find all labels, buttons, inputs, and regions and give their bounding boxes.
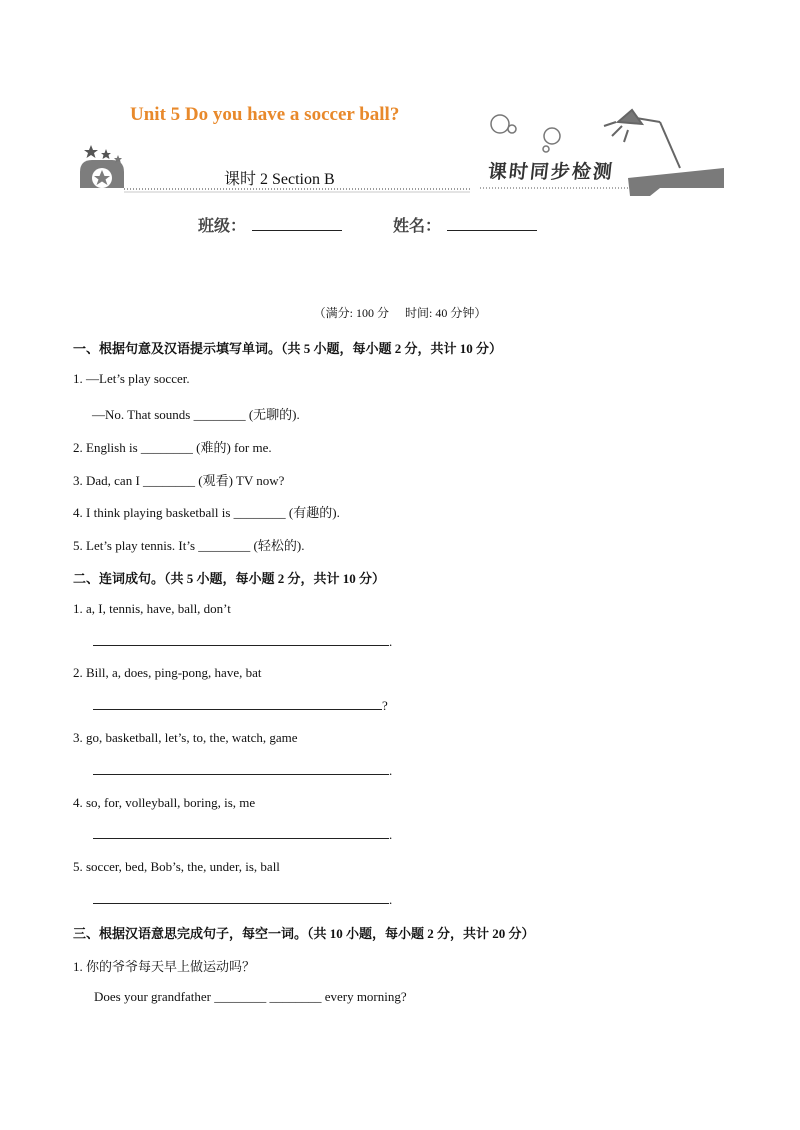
section1-heading: 一、根据句意及汉语提示填写单词。（共 5 小题，每小题 2 分，共计 10 分）: [73, 341, 503, 356]
time-limit: 时间: 40 分钟）: [405, 306, 487, 320]
sync-test-badge: 课时同步检测: [486, 161, 616, 183]
s2-answer-5[interactable]: .: [93, 891, 392, 908]
s1-question-2: 2. English is ________ (难的) for me.: [73, 440, 272, 455]
name-field: [393, 213, 537, 236]
class-blank[interactable]: [252, 216, 342, 231]
s2-answer-3[interactable]: .: [93, 762, 392, 779]
section2-heading: 二、连词成句。（共 5 小题，每小题 2 分，共计 10 分）: [73, 571, 386, 586]
s2-answer-4[interactable]: .: [93, 826, 392, 843]
s3-question-1-english: Does your grandfather ________ ________ every morning?: [94, 989, 407, 1004]
bubbles-icon: [491, 115, 560, 152]
s1-question-3: 3. Dad, can I ________ (观看) TV now?: [73, 473, 285, 488]
name-blank[interactable]: [447, 216, 537, 231]
section3-heading: 三、根据汉语意思完成句子，每空一词。（共 10 小题，每小题 2 分，共计 20 分）: [73, 926, 535, 941]
exam-meta: [0, 304, 800, 321]
s1-question-5: 5. Let’s play tennis. It’s ________ (轻松的).: [73, 538, 305, 553]
s2-question-4: 4. so, for, volleyball, boring, is, me: [73, 795, 256, 810]
s2-answer-2[interactable]: ?: [93, 697, 388, 714]
s2-question-1: 1. a, I, tennis, have, ball, don’t: [73, 601, 231, 616]
s2-answer-1[interactable]: .: [93, 633, 392, 650]
class-label: 班级：: [198, 216, 247, 235]
lesson-subtitle: 课时 2 Section B: [224, 171, 335, 188]
page-title: Unit 5 Do you have a soccer ball?: [130, 104, 400, 125]
s3-question-1-chinese: 1. 你的爷爷每天早上做运动吗？: [73, 959, 256, 974]
s2-question-2: 2. Bill, a, does, ping-pong, have, bat: [73, 665, 262, 680]
class-field: [198, 213, 342, 236]
s1-question-1b: —No. That sounds ________ (无聊的).: [92, 407, 300, 422]
name-label: 姓名：: [393, 216, 442, 235]
s1-question-1a: 1. —Let’s play soccer.: [73, 371, 190, 386]
star-seal-icon: [80, 145, 124, 188]
s2-question-3: 3. go, basketball, let’s, to, the, watch, game: [73, 730, 298, 745]
s2-question-5: 5. soccer, bed, Bob’s, the, under, is, ball: [73, 859, 280, 874]
s1-question-4: 4. I think playing basketball is ________ (有趣的).: [73, 505, 340, 520]
full-score: （满分: 100 分: [313, 306, 389, 320]
